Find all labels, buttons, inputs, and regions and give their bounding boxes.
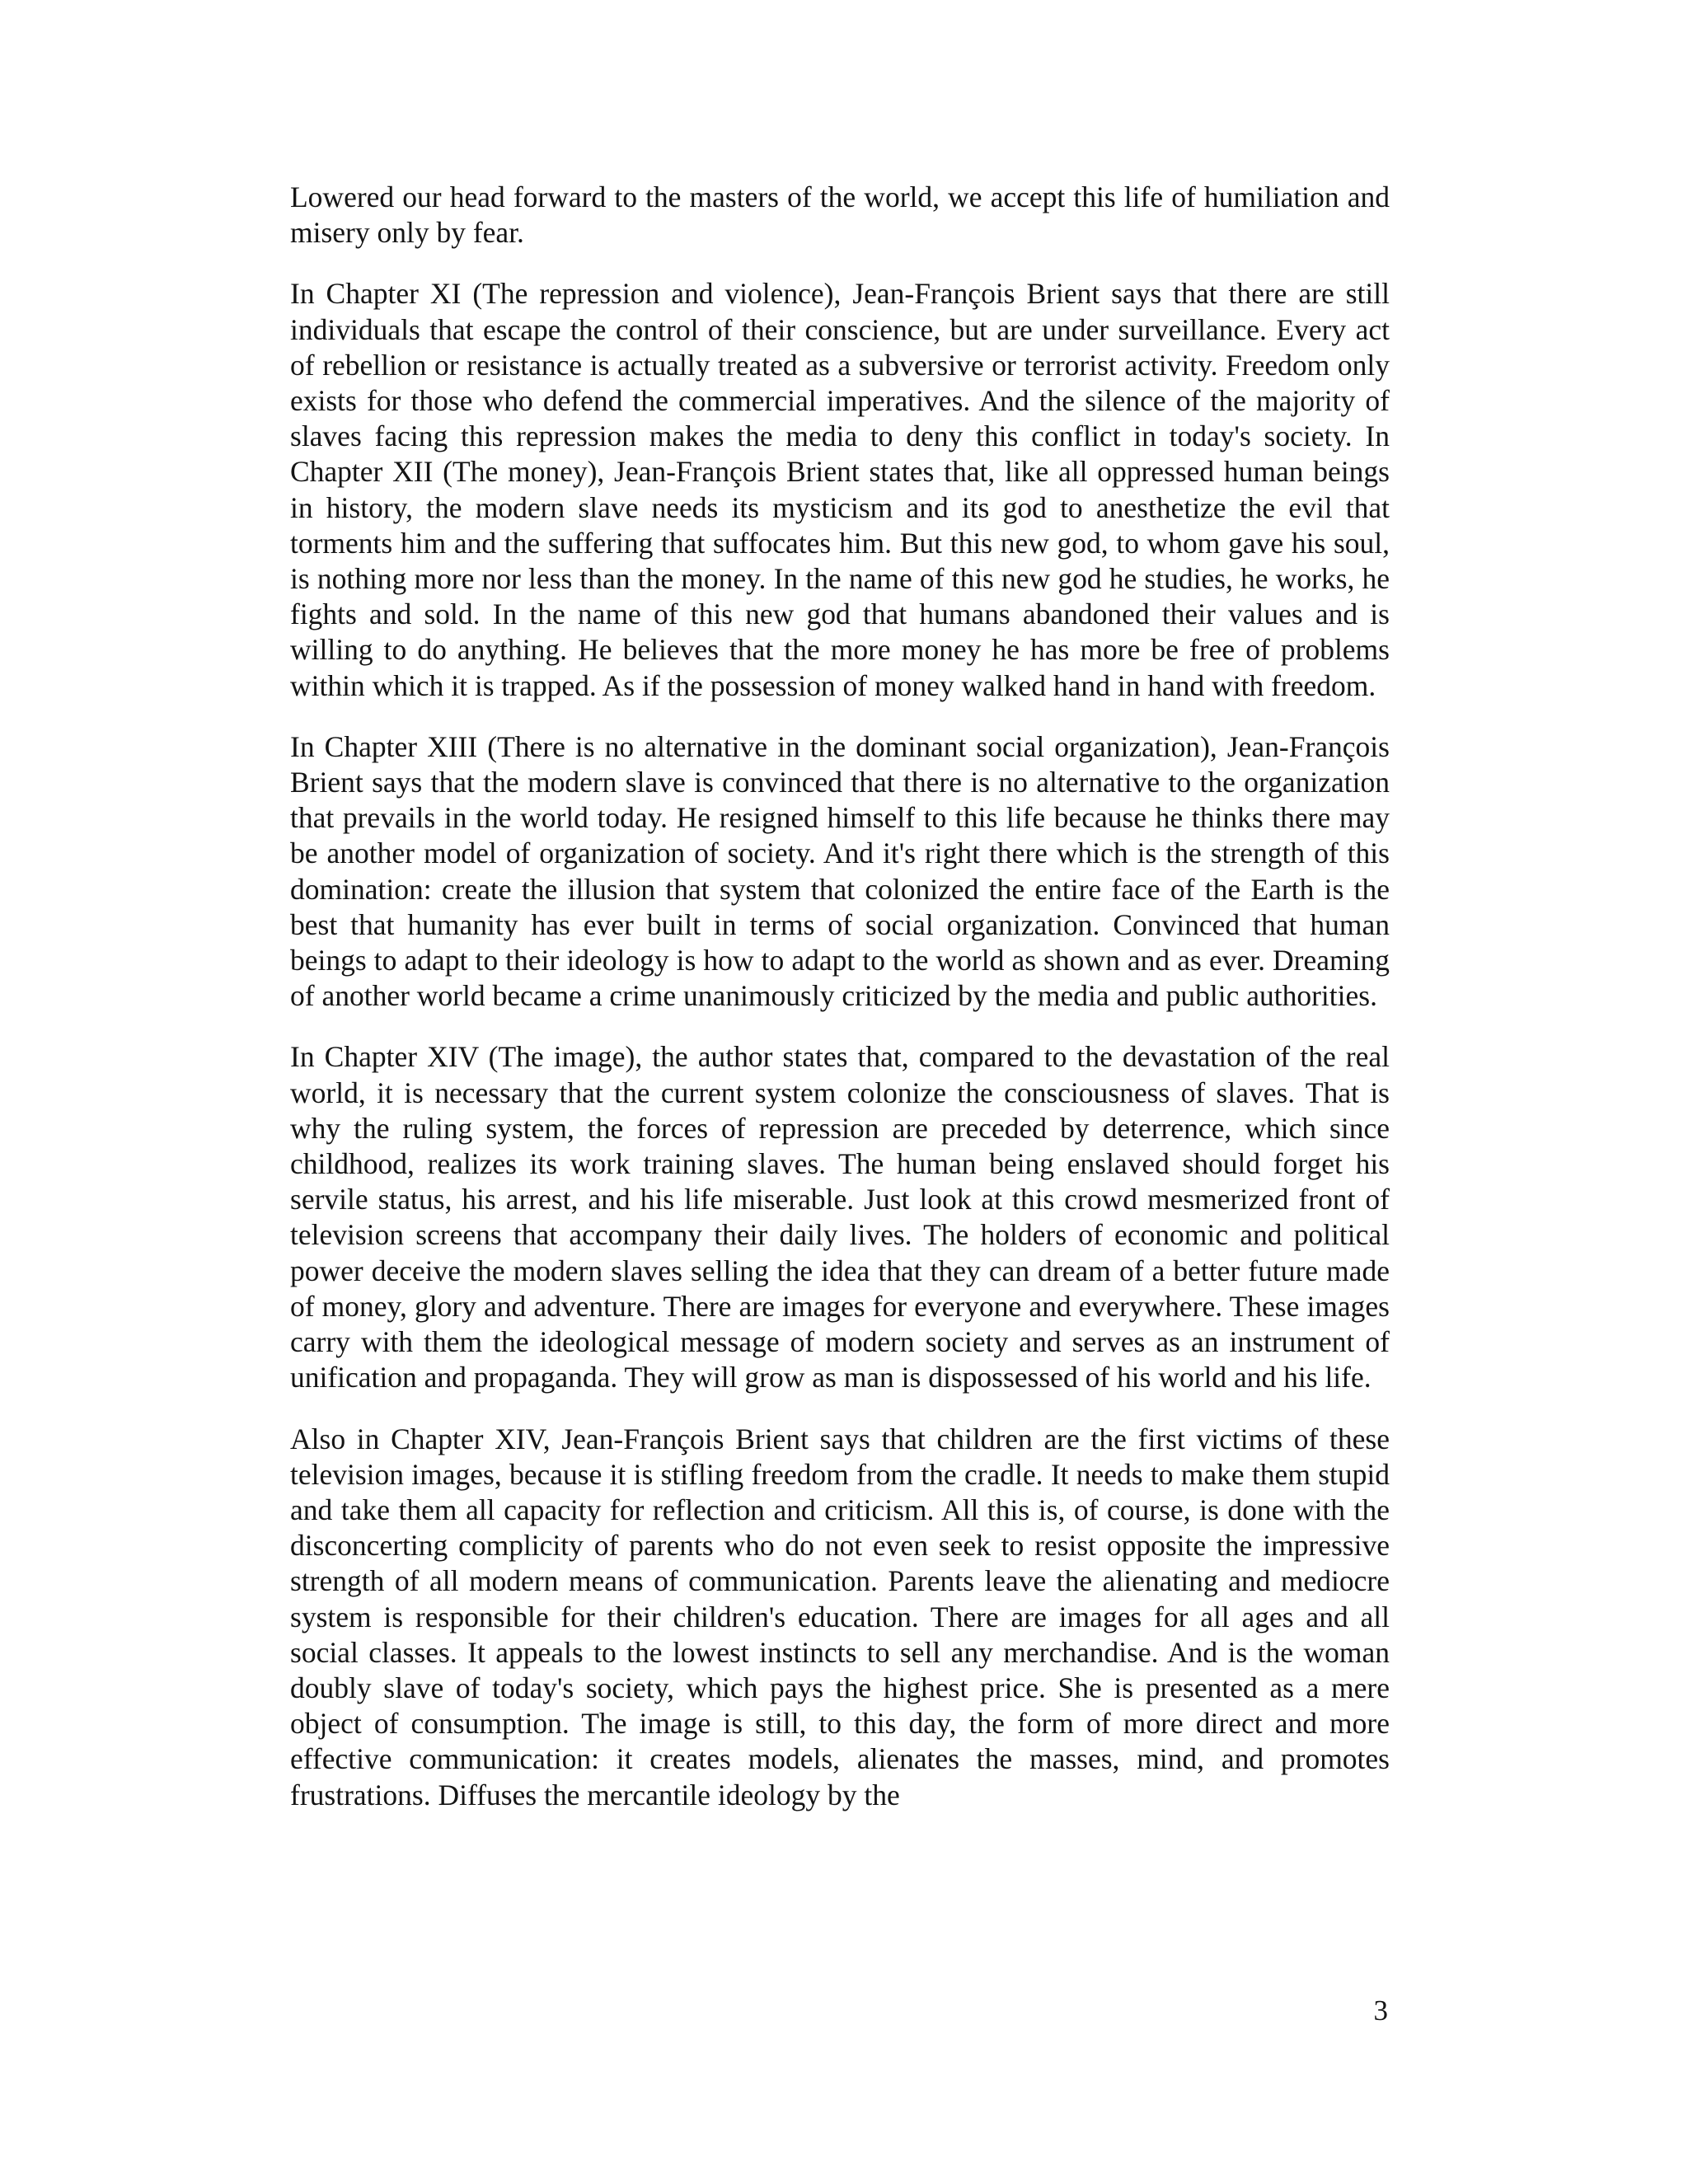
paragraph-2: In Chapter XI (The repression and violence), Jean-François Brient says that there are still individuals that escape the control of their conscience, but are under surveillance. Every act of rebellion or resistance is actually treated as a subversive or terrorist activity. Freedom only exists for those who defend the commercial imperatives. And the silence of the majority of slaves facing this repression makes the media to deny this conflict in today's society. In Chapter XII (The money), Jean-François Brient states that, like all oppressed human beings in history, the modern slave needs its mysticism and its god to anesthetize the evil that torments him and the suffering that suffocates him. But this new god, to whom gave his soul, is nothing more nor less than the money. In the name of this new god he studies, he works, he fights and sold. In the name of this new god that humans abandoned their values and is willing to do anything. He believes that the more money he has more be free of problems within which it is trapped. As if the possession of money walked hand in hand with freedom. (290, 277, 1390, 702)
paragraph-4: In Chapter XIV (The image), the author states that, compared to the devastation of the real world, it is necessary that the current system colonize the consciousness of slaves. That is why the ruling system, the forces of repression are preceded by deterrence, which since childhood, realizes its work training slaves. The human being enslaved should forget his servile status, his arrest, and his life miserable. Just look at this crowd mesmerized front of television screens that accompany their daily lives. The holders of economic and political power deceive the modern slaves selling the idea that they can dream of a better future made of money, glory and adventure. There are images for everyone and everywhere. These images carry with them the ideological message of modern society and serves as an instrument of unification and propaganda. They will grow as man is dispossessed of his world and his life. (290, 1040, 1390, 1394)
document-body (290, 180, 1390, 1839)
paragraph-3: In Chapter XIII (There is no alternative in the dominant social organization), Jean-François Brient says that the modern slave is convinced that there is no alternative to the organization that prevails in the world today. He resigned himself to this life because he thinks there may be another model of organization of society. And it's right there which is the strength of this domination: create the illusion that system that colonized the entire face of the Earth is the best that humanity has ever built in terms of social organization. Convinced that human beings to adapt to their ideology is how to adapt to the world as shown and as ever. Dreaming of another world became a crime unanimously criticized by the media and public authorities. (290, 729, 1390, 1013)
paragraph-1: Lowered our head forward to the masters of the world, we accept this life of humiliation and misery only by fear. (290, 180, 1390, 250)
page-number: 3 (1373, 1994, 1388, 2027)
paragraph-5: Also in Chapter XIV, Jean-François Brient says that children are the first victims of these television images, because it is stifling freedom from the cradle. It needs to make them stupid and take them all capacity for reflection and criticism. All this is, of course, is done with the disconcerting complicity of parents who do not even seek to resist opposite the impressive strength of all modern means of communication. Parents leave the alienating and mediocre system is responsible for their children's education. There are images for all ages and all social classes. It appeals to the lowest instincts to sell any merchandise. And is the woman doubly slave of today's society, which pays the highest price. She is presented as a mere object of consumption. The image is still, to this day, the form of more direct and more effective communication: it creates models, alienates the masses, mind, and promotes frustrations. Diffuses the mercantile ideology by the (290, 1422, 1390, 1811)
